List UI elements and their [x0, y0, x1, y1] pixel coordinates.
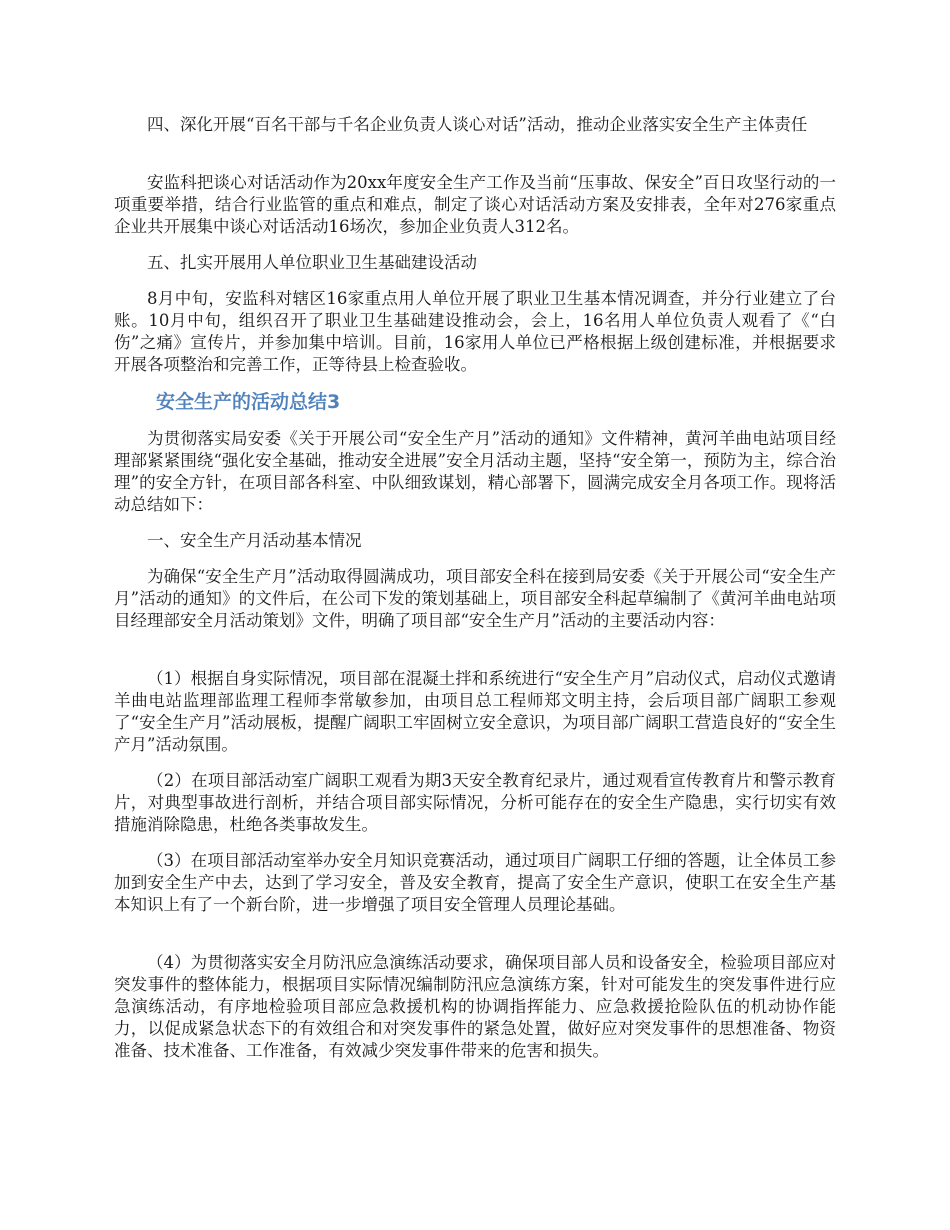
paragraph-occupational-health: 8月中旬，安监科对辖区16家重点用人单位开展了职业卫生基本情况调查，并分行业建立了台账。10月中旬，组织召开了职业卫生基础建设推动会，会上，16名用人单位负责人观看了《“白伤”之痛》宣传片，并参加集中培训。目前，16家用人单位已严格根据上级创建标准，并根据要求开展各项整治和完善工作，正等待县上检查验收。	[114, 289, 836, 374]
paragraph-item-4: （4）为贯彻落实安全月防汛应急演练活动要求，确保项目部人员和设备安全，检验项目部应对突发事件的整体能力，根据项目实际情况编制防汛应急演练方案，针对可能发生的突发事件进行应急演练活动，有序地检验项目部应急救援机构的协调指挥能力、应急救援抢险队伍的机动协作能力，以促成紧急状态下的有效组合和对突发事件的紧急处置，做好应对突发事件的思想准备、物资准备、技术准备、工作准备，有效减少突发事件带来的危害和损失。	[114, 953, 836, 1060]
paragraph-section-four-title: 四、深化开展“百名干部与千名企业负责人谈心对话”活动，推动企业落实安全生产主体责任	[147, 115, 808, 134]
paragraph-intro: 为贯彻落实局安委《关于开展公司“安全生产月”活动的通知》文件精神，黄河羊曲电站项目经理部紧紧围绕“强化安全基础，推动安全进展”安全月活动主题，坚持“安全第一，预防为主，综合治理”的安全方针，在项目部各科室、中队细致谋划，精心部署下，圆满完成安全月各项工作。现将活动总结如下：	[114, 429, 836, 514]
paragraph-item-2: （2）在项目部活动室广阔职工观看为期3天安全教育纪录片，通过观看宣传教育片和警示教育片，对典型事故进行剖析，并结合项目部实际情况，分析可能存在的安全生产隐患，实行切实有效措施消除隐患，杜绝各类事故发生。	[114, 771, 836, 834]
paragraph-dialogue-activity: 安监科把谈心对话活动作为20xx年度安全生产工作及当前“压事故、保安全”百日攻坚行动的一项重要举措，结合行业监管的重点和难点，制定了谈心对话活动方案及安排表，全年对276家重点企业共开展集中谈心对话活动16场次，参加企业负责人312名。	[114, 173, 836, 236]
paragraph-part-one-title: 一、安全生产月活动基本情况	[147, 531, 362, 550]
section-heading: 安全生产的活动总结3	[156, 391, 341, 413]
paragraph-item-3: （3）在项目部活动室举办安全月知识竞赛活动，通过项目广阔职工仔细的答题，让全体员工参加到安全生产中去，达到了学习安全，普及安全教育，提高了安全生产意识，使职工在安全生产基本知识上有了一个新台阶，进一步增强了项目安全管理人员理论基础。	[114, 851, 836, 914]
paragraph-planning: 为确保“安全生产月”活动取得圆满成功，项目部安全科在接到局安委《关于开展公司“安全生产月”活动的通知》的文件后，在公司下发的策划基础上，项目部安全科起草编制了《黄河羊曲电站项目经理部安全月活动策划》文件，明确了项目部“安全生产月”活动的主要活动内容：	[114, 567, 836, 630]
paragraph-item-1: （1）根据自身实际情况，项目部在混凝土拌和系统进行“安全生产月”启动仪式，启动仪式邀请羊曲电站监理部监理工程师李常敏参加，由项目总工程师郑文明主持，会后项目部广阔职工参观了“安全生产月”活动展板，提醒广阔职工牢固树立安全意识，为项目部广阔职工营造良好的“安全生产月”活动氛围。	[114, 669, 836, 754]
paragraph-section-five-title: 五、扎实开展用人单位职业卫生基础建设活动	[147, 253, 477, 272]
